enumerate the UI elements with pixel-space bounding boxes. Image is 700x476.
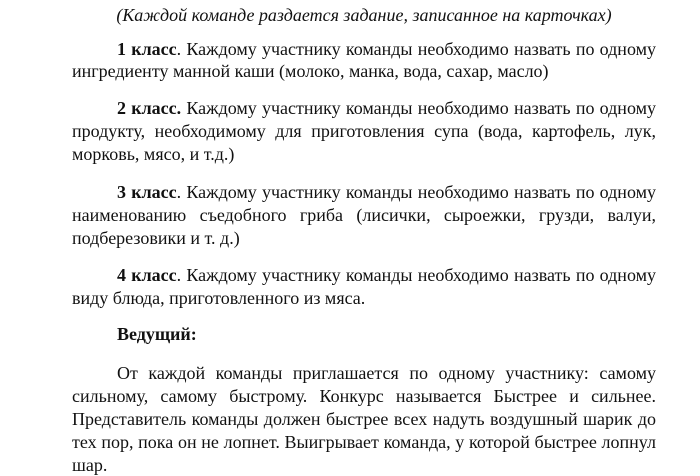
class-2-line-3: морковь, мясо, и т.д.)	[72, 144, 235, 164]
host-text-line-3: Представитель команды должен быстрее всех надуть воздушный шарик до	[72, 409, 656, 429]
class-4-line-1: 4 класс. Каждому участнику команды необходимо назвать по одному	[117, 265, 656, 285]
class-3-line-1: 3 класс. Каждому участнику команды необходимо назвать по одному	[117, 182, 656, 202]
host-text-line-2: сильному, самому быстрому. Конкурс называется Быстрее и сильнее.	[72, 386, 656, 406]
host-heading: Ведущий:	[117, 324, 197, 344]
class-1-line-2: ингредиенту манной каши (молоко, манка, вода, сахар, масло)	[72, 61, 549, 81]
class-3-line-3: подберезовики и т. д.)	[72, 228, 240, 248]
class-2-line-2: продукту, необходимому для приготовления супа (вода, картофель, лук,	[72, 121, 656, 141]
class-2-label: 2 класс.	[117, 98, 182, 118]
class-4-line-2: виду блюда, приготовленного из мяса.	[72, 288, 366, 308]
class-3-label: 3 класс	[117, 182, 177, 202]
instruction-text: (Каждой команде раздается задание, записанное на карточках)	[116, 5, 612, 25]
class-2-line-1: 2 класс. Каждому участнику команды необходимо назвать по одному	[117, 98, 656, 118]
host-text-line-1: От каждой команды приглашается по одному участнику: самому	[117, 363, 656, 383]
host-text-line-5: шар.	[72, 455, 108, 475]
class-1-label: 1 класс	[117, 39, 177, 59]
class-4-label: 4 класс	[117, 265, 177, 285]
class-3-line-2: наименованию съедобного гриба (лисички, сыроежки, грузди, валуи,	[72, 205, 656, 225]
host-text-line-4: тех пор, пока он не лопнет. Выигрывает команда, у которой быстрее лопнул	[72, 432, 656, 452]
class-1-line-1: 1 класс. Каждому участнику команды необходимо назвать по одному	[117, 39, 656, 59]
